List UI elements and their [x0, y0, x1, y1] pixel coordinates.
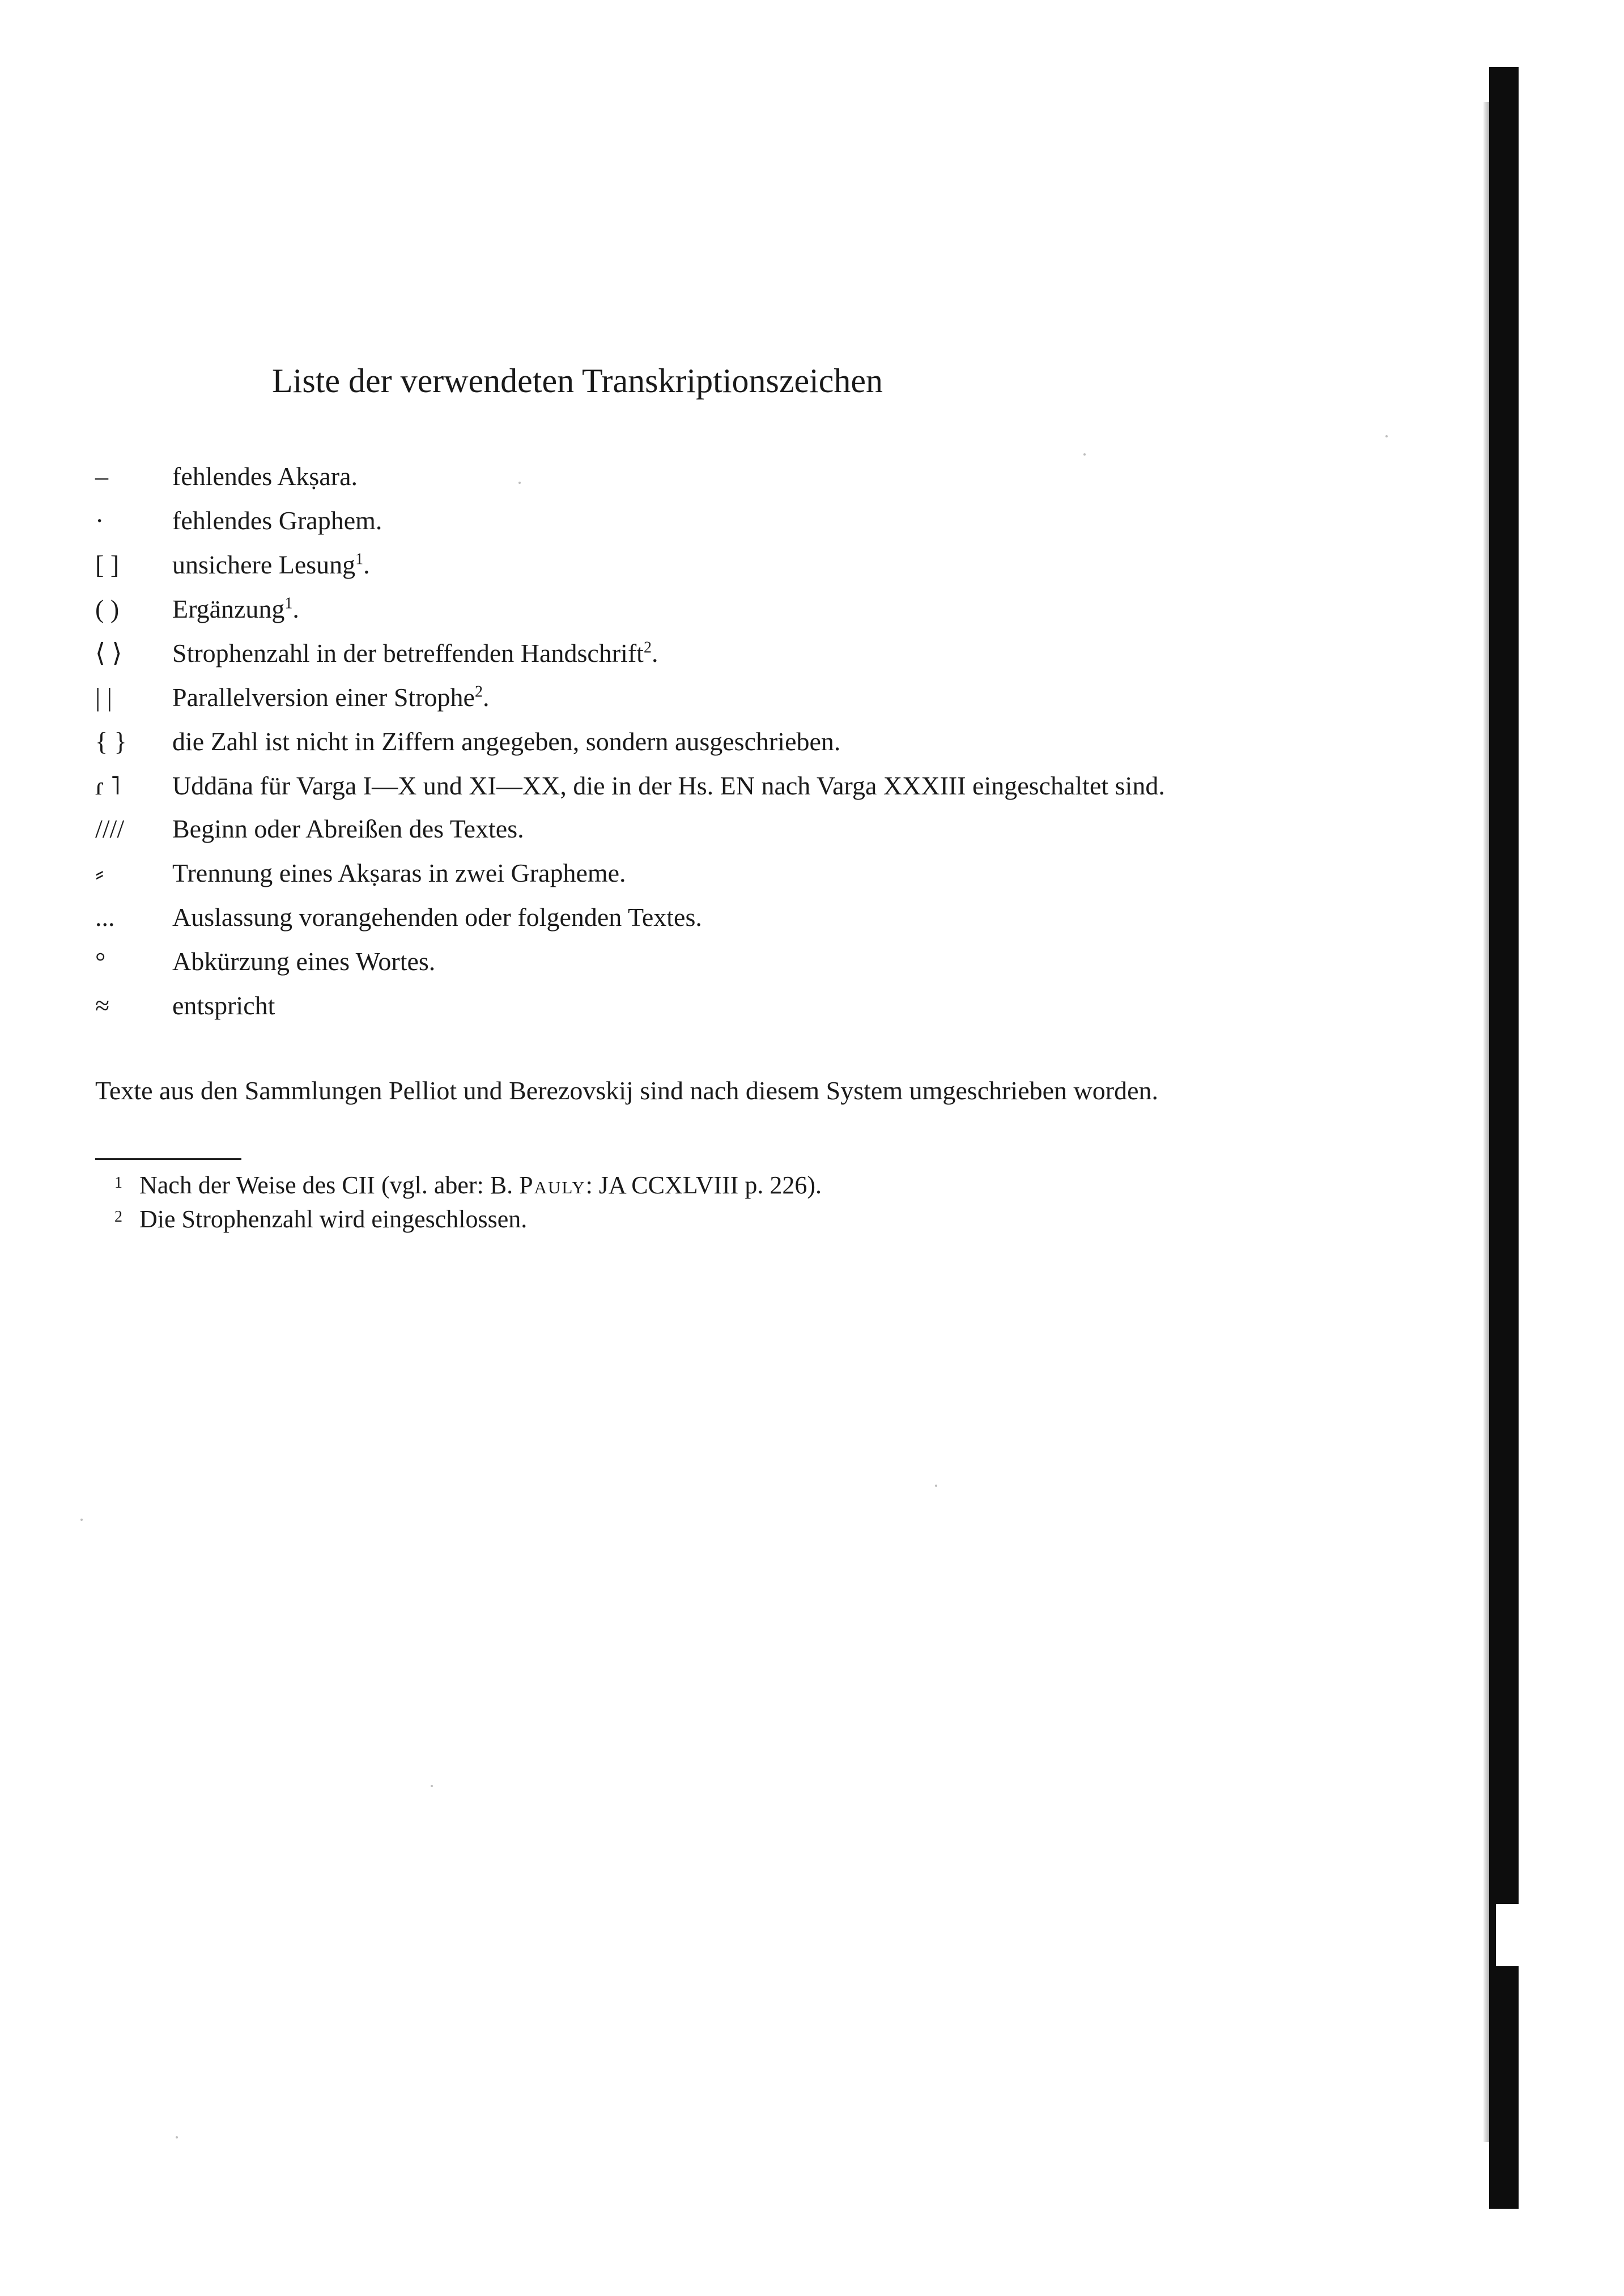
symbol-split-mark: ⸗ [95, 858, 104, 887]
symbol-missing-grapheme: · [95, 506, 104, 535]
footnote-ref: 2 [643, 639, 652, 657]
symbol-square-brackets: [ ] [95, 550, 120, 579]
symbol-degree: ° [95, 947, 106, 976]
list-item [95, 592, 1172, 627]
footnote-number: 2 [114, 1208, 122, 1226]
list-item [95, 547, 1172, 582]
symbol-parentheses: ( ) [95, 594, 120, 623]
symbol-corner-brackets: ɾ ˥ [95, 771, 121, 800]
footnote-divider [95, 1158, 241, 1160]
symbol-slashes: //// [95, 814, 125, 843]
scan-speck [1083, 453, 1086, 456]
symbol-description: fehlendes Akṣara. [172, 462, 358, 491]
symbol-description: Uddāna für Varga I—X und XI—XX, die in der Hs. EN nach Varga XXXIII eingeschaltet sind. [172, 771, 1165, 800]
list-item [95, 503, 1172, 538]
scan-binding-gap [1496, 1904, 1519, 1966]
footnote-number: 1 [114, 1174, 122, 1192]
list-item [95, 768, 1172, 803]
symbol-description: Auslassung vorangehenden oder folgenden Textes. [172, 903, 702, 932]
scan-binding-shadow [1483, 102, 1489, 2142]
symbol-description: die Zahl ist nicht in Ziffern angegeben, sondern ausgeschrieben. [172, 727, 841, 756]
symbol-description: Beginn oder Abreißen des Textes. [172, 814, 524, 843]
footnote-1: 1 Nach der Weise des CII (vgl. aber: B. Pauly: JA CCXLVIII p. 226). [114, 1167, 1191, 1201]
list-item [95, 459, 1172, 494]
page-title: Liste der verwendeten Transkriptionszeichen [272, 362, 883, 399]
list-item [95, 988, 1172, 1023]
scan-speck [431, 1785, 433, 1787]
footnote-ref: 1 [355, 550, 364, 568]
list-item [95, 636, 1172, 671]
note-paragraph: Texte aus den Sammlungen Pelliot und Berezovskij sind nach diesem System umgeschrieben worden. [95, 1076, 1159, 1105]
symbol-description: unsichere Lesung$^1$. [172, 550, 370, 579]
symbol-approx: ≈ [95, 991, 110, 1020]
symbol-description: Strophenzahl in der betreffenden Handschrift$^2$. [172, 639, 658, 667]
footnote-2: 2 Die Strophenzahl wird eingeschlossen. [114, 1201, 1191, 1235]
list-item [95, 856, 1172, 891]
symbol-ellipsis: ... [95, 903, 115, 932]
symbol-vertical-bars: | | [95, 683, 112, 712]
author-name: Pauly [519, 1171, 586, 1199]
list-item [95, 724, 1172, 759]
list-item [95, 944, 1172, 979]
scan-speck [518, 482, 521, 484]
footnote-ref: 1 [284, 594, 293, 613]
scan-speck [80, 1519, 83, 1521]
symbol-angle-brackets: ⟨ ⟩ [95, 639, 122, 667]
footnotes [114, 1167, 1191, 1235]
scan-speck [935, 1485, 937, 1487]
list-item [95, 811, 1172, 847]
list-item [95, 900, 1172, 935]
symbol-description: Abkürzung eines Wortes. [172, 947, 436, 976]
symbol-description: Parallelversion einer Strophe$^2$. [172, 683, 490, 712]
symbol-missing-aksara: – [95, 462, 108, 491]
scan-speck [1385, 435, 1388, 437]
symbol-description: entspricht [172, 991, 275, 1020]
footnote-ref: 2 [474, 683, 483, 701]
symbol-description: Ergänzung$^1$. [172, 594, 299, 623]
list-item [95, 680, 1172, 715]
symbol-curly-braces: { } [95, 727, 127, 756]
scan-speck [176, 2136, 178, 2138]
symbol-description: fehlendes Graphem. [172, 506, 382, 535]
symbol-description: Trennung eines Akṣaras in zwei Grapheme. [172, 858, 626, 887]
transcription-symbol-list [95, 459, 1172, 1032]
scan-binding-edge [1489, 67, 1519, 2209]
